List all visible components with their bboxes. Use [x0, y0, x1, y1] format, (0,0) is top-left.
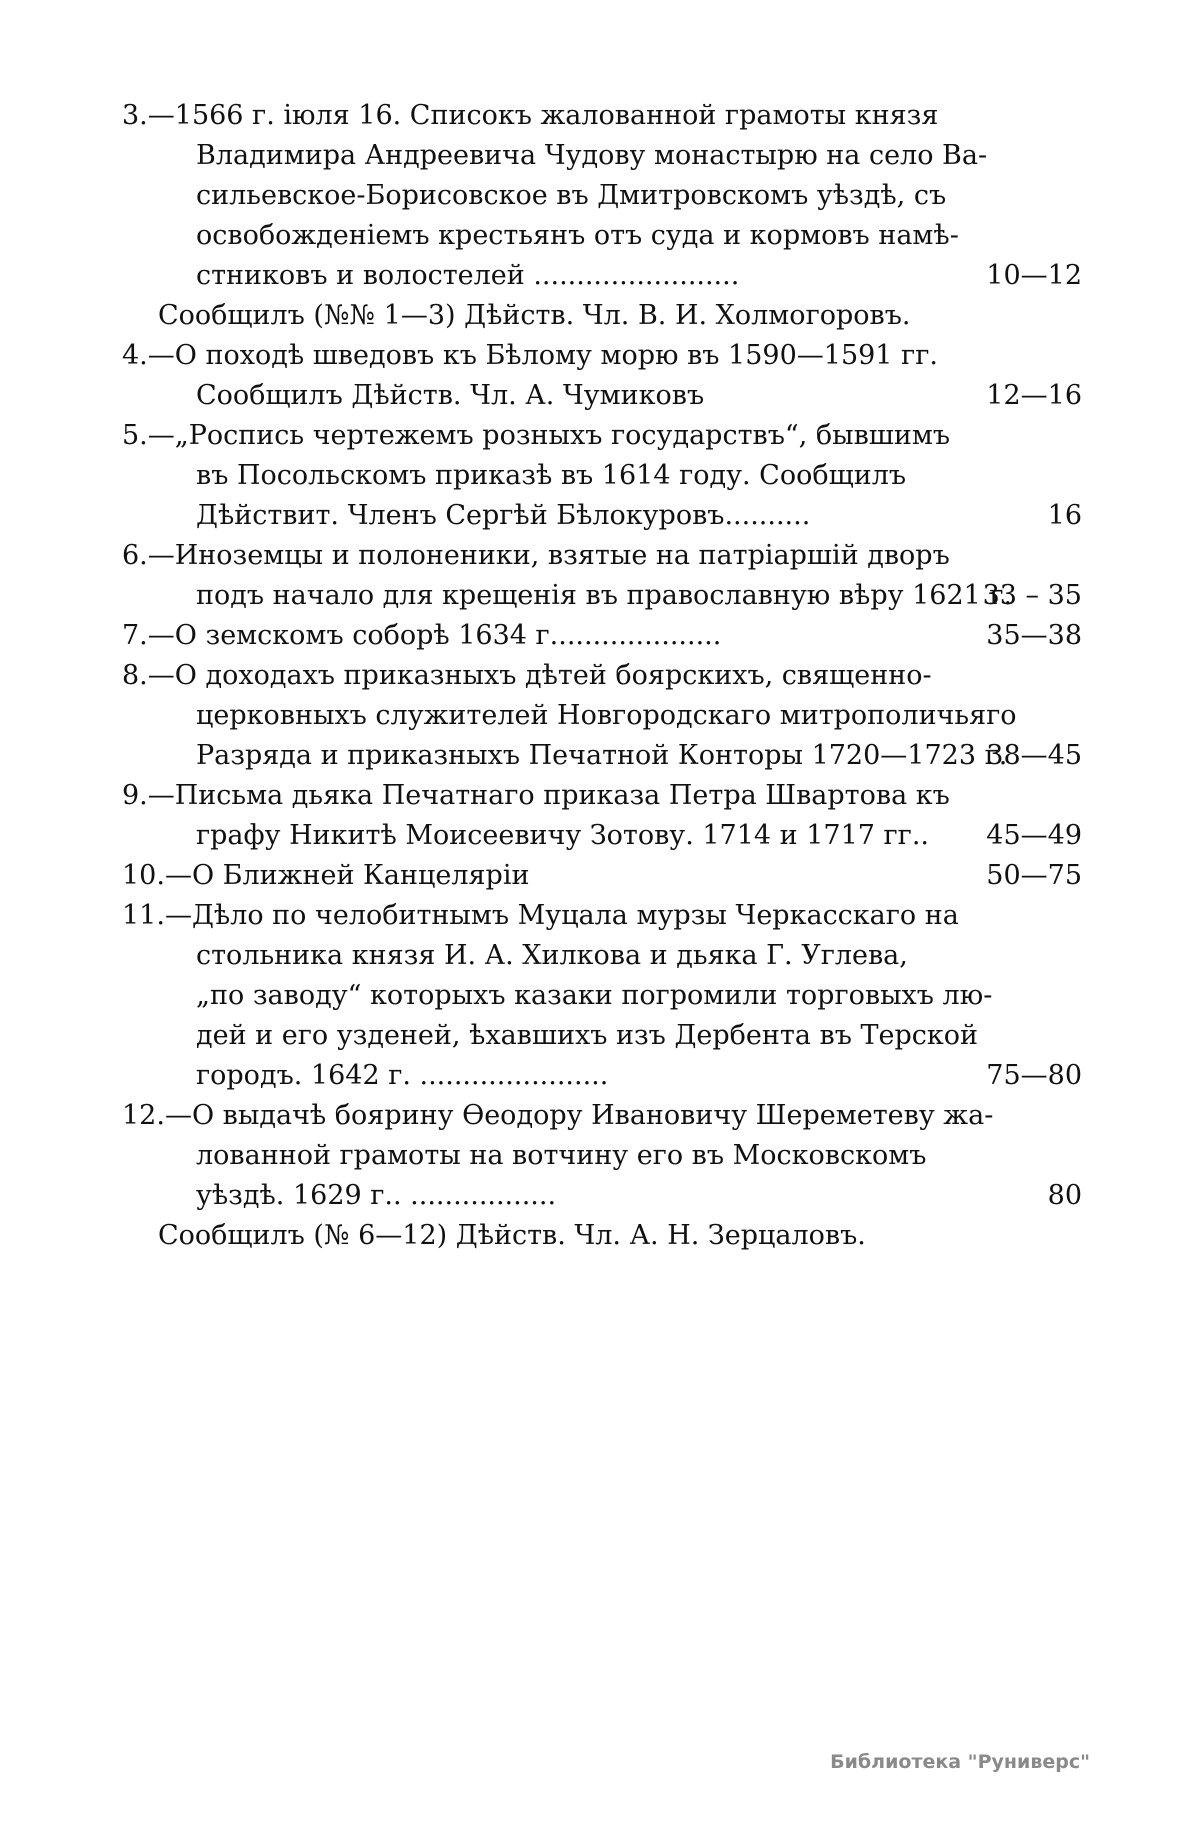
toc-entry-title-line: 5.—„Роспись чертежемъ розныхъ государствъ“, бывшимъ [122, 420, 951, 451]
toc-entry-continuation-line: въ Посольскомъ приказѣ въ 1614 году. Сообщилъ [196, 460, 907, 491]
toc-page-range: 75—80 [986, 1060, 1082, 1091]
toc-entry-continuation-line: Разряда и приказныхъ Печатной Конторы 1720—1723 г. [196, 740, 1008, 771]
toc-entry-title-line: 9.—Письма дьяка Печатнаго приказа Петра Швартова къ [122, 780, 950, 811]
toc-entry [122, 96, 1082, 296]
toc-entry [122, 416, 1082, 536]
toc-entry [122, 1096, 1082, 1216]
toc-credit: Сообщилъ (№ 6—12) Дѣйств. Чл. А. Н. Зерцаловъ. [158, 1220, 866, 1251]
toc-entry [122, 856, 1082, 896]
toc-page-range: 50—75 [986, 860, 1082, 891]
toc-entry-title-line: 11.—Дѣло по челобитнымъ Муцала мурзы Черкасскаго на [122, 900, 959, 931]
toc-page-range: 35—38 [986, 620, 1082, 651]
toc-entry-title-line: 3.—1566 г. іюля 16. Списокъ жалованной грамоты князя [122, 100, 939, 131]
toc-entry-continuation-line: освобожденіемъ крестьянъ отъ суда и кормовъ намѣ- [196, 220, 959, 251]
toc-entry-continuation-line: Владимира Андреевича Чудову монастырю на село Ва- [196, 140, 988, 171]
toc-entry-continuation-line: стольника князя И. А. Хилкова и дьяка Г. Углева, [196, 940, 908, 971]
toc-entry [122, 336, 1082, 416]
toc-page-range: 10—12 [986, 260, 1082, 291]
toc-entry-continuation-line: „по заводу“ которыхъ казаки погромили торговыхъ лю- [196, 980, 993, 1011]
toc-entry-continuation-line: церковныхъ служителей Новгородскаго митрополичьяго [196, 700, 1017, 731]
table-of-contents [122, 96, 1082, 1256]
toc-entry [122, 656, 1082, 776]
toc-entry-title-line: 6.—Иноземцы и полоненики, взятые на патріаршій дворъ [122, 540, 950, 571]
toc-entry-continuation-line: Дѣйствит. Членъ Сергѣй Бѣлокуровъ.......... [196, 500, 811, 531]
toc-page-range: 80 [1047, 1180, 1082, 1211]
toc-page-range: 45—49 [986, 820, 1082, 851]
toc-entry-title-line: 10.—О Ближней Канцеляріи [122, 860, 530, 891]
toc-page-range: 33 – 35 [982, 580, 1082, 611]
toc-entry [122, 536, 1082, 616]
toc-entry-title-line: 7.—О земскомъ соборѣ 1634 г.................... [122, 620, 722, 651]
toc-page-range: 12—16 [986, 380, 1082, 411]
toc-credit: Сообщилъ (№№ 1—3) Дѣйств. Чл. В. И. Холмогоровъ. [158, 300, 911, 331]
toc-page-range: 16 [1047, 500, 1082, 531]
toc-page-range: 38—45 [986, 740, 1082, 771]
toc-entry-continuation-line: городъ. 1642 г. ...................... [196, 1060, 609, 1091]
toc-entry [122, 776, 1082, 856]
toc-entry-title-line: 4.—О походѣ шведовъ къ Бѣлому морю въ 1590—1591 гг. [122, 340, 938, 371]
toc-entry-title-line: 12.—О выдачѣ боярину Ѳеодору Ивановичу Шереметеву жа- [122, 1100, 994, 1131]
library-watermark: Библиотека "Руниверс" [830, 1751, 1090, 1773]
toc-entry-continuation-line: уѣздѣ. 1629 г.. ................. [196, 1180, 557, 1211]
toc-entry-continuation-line: Сообщилъ Дѣйств. Чл. А. Чумиковъ [196, 380, 705, 411]
toc-entry-title-line: 8.—О доходахъ приказныхъ дѣтей боярскихъ, священно- [122, 660, 932, 691]
toc-entry [122, 616, 1082, 656]
toc-entry-continuation-line: дей и его узденей, ѣхавшихъ изъ Дербента въ Терской [196, 1020, 978, 1051]
toc-entry-continuation-line: подъ начало для крещенія въ православную вѣру 1621 г. [196, 580, 1013, 611]
toc-entry-continuation-line: лованной грамоты на вотчину его въ Московскомъ [196, 1140, 927, 1171]
toc-entry [122, 896, 1082, 1096]
toc-entry-continuation-line: сильевское-Борисовское въ Дмитровскомъ уѣздѣ, съ [196, 180, 947, 211]
toc-entry-continuation-line: стниковъ и волостелей ........................ [196, 260, 740, 291]
toc-entry-continuation-line: графу Никитѣ Моисеевичу Зотову. 1714 и 1717 гг.. [196, 820, 929, 851]
